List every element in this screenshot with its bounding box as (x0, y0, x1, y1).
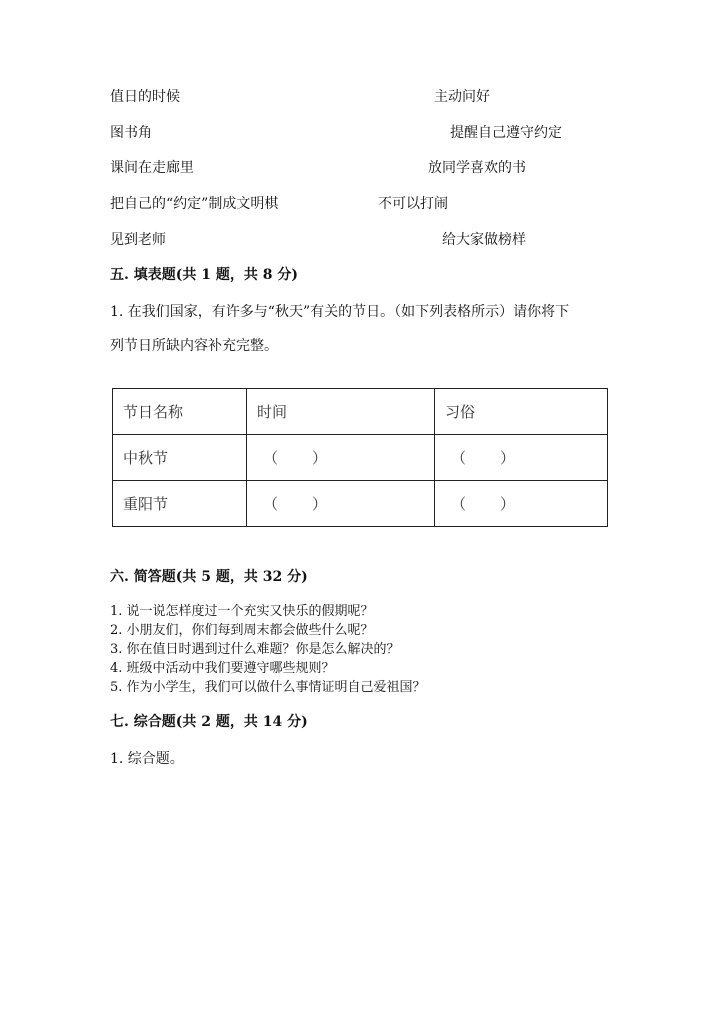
section6-question-1: 1. 说一说怎样度过一个充实又快乐的假期呢？ (110, 604, 374, 619)
section5-question-line1: 1. 在我们国家，有许多与“秋天”有关的节日。（如下列表格所示）请你将下 (110, 304, 570, 320)
header-time: 时间 (247, 389, 435, 435)
open-paren: （ (451, 495, 467, 513)
festival-name-cell: 中秋节 (113, 435, 247, 481)
festival-name-cell: 重阳节 (113, 481, 247, 527)
header-custom: 习俗 (435, 389, 608, 435)
match-left-5: 见到老师 (110, 232, 166, 248)
close-paren: ） (499, 449, 515, 467)
custom-blank-cell[interactable] (435, 435, 608, 481)
table-row (113, 481, 608, 527)
section7-question-1: 1. 综合题。 (110, 751, 184, 767)
section6-question-5: 5. 作为小学生，我们可以做什么事情证明自己爱祖国？ (110, 680, 426, 695)
match-left-3: 课间在走廊里 (110, 160, 194, 176)
section5-heading: 五. 填表题(共 1 题，共 8 分) (110, 267, 298, 283)
section7-heading: 七. 综合题(共 2 题，共 14 分) (110, 714, 308, 730)
open-paren: （ (263, 495, 279, 513)
match-right-5: 给大家做榜样 (442, 232, 526, 248)
custom-blank-cell[interactable] (435, 481, 608, 527)
close-paren: ） (311, 449, 327, 467)
section6-question-4: 4. 班级中活动中我们要遵守哪些规则？ (110, 661, 335, 676)
match-left-2: 图书角 (110, 125, 152, 141)
header-festival-name: 节日名称 (113, 389, 247, 435)
time-blank-cell[interactable] (247, 481, 435, 527)
match-right-2: 提醒自己遵守约定 (450, 125, 562, 141)
section6-question-3: 3. 你在值日时遇到过什么难题？你是怎么解决的？ (110, 642, 400, 657)
match-left-1: 值日的时候 (110, 89, 180, 105)
match-right-1: 主动问好 (434, 89, 490, 105)
section6-heading: 六. 简答题(共 5 题，共 32 分) (110, 569, 308, 585)
section5-question-line2: 列节日所缺内容补充完整。 (110, 338, 278, 354)
match-right-3: 放同学喜欢的书 (428, 160, 526, 176)
festival-table (112, 388, 608, 527)
table-header-row (113, 389, 608, 435)
close-paren: ） (499, 495, 515, 513)
close-paren: ） (311, 495, 327, 513)
open-paren: （ (263, 449, 279, 467)
open-paren: （ (451, 449, 467, 467)
match-left-4: 把自己的“约定”制成文明棋 (110, 196, 279, 212)
table-row (113, 435, 608, 481)
time-blank-cell[interactable] (247, 435, 435, 481)
match-right-4: 不可以打闹 (378, 196, 448, 212)
section6-question-2: 2. 小朋友们，你们每到周末都会做些什么呢？ (110, 623, 374, 638)
